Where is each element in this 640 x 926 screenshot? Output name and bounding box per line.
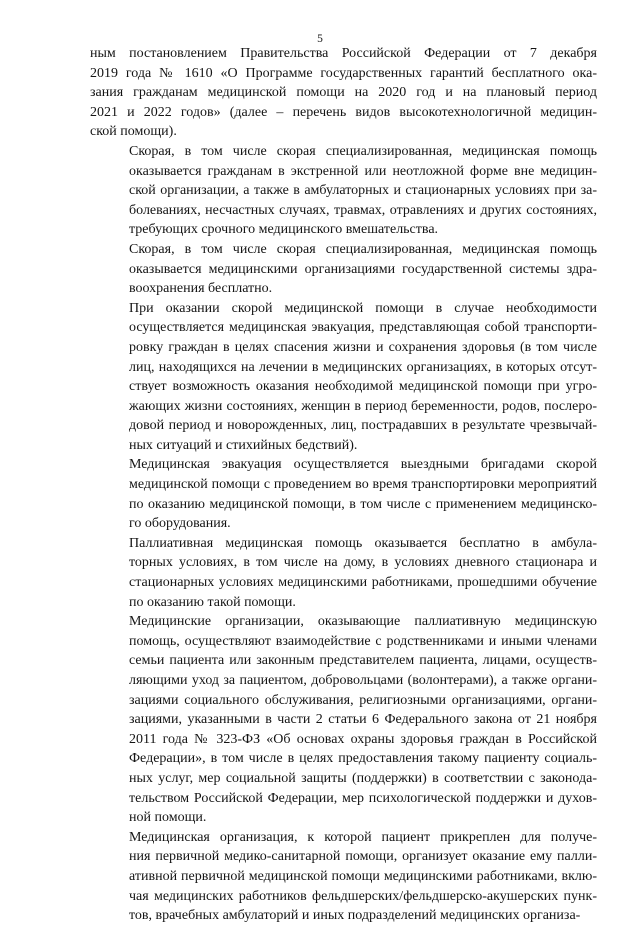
document-body [90, 44, 597, 926]
paragraph [90, 240, 597, 299]
text-line: жающих жизни состояниях, женщин в период беременности, родов, послеро- [129, 398, 597, 414]
paragraph [90, 142, 597, 240]
text-line: ской организации, а также в амбулаторных и стационарных условиях при за- [129, 183, 597, 199]
text-line: Паллиативная медицинская помощь оказывается бесплатно в амбула- [129, 535, 597, 551]
text-line: зациями, указанными в части 2 статьи 6 Федерального закона от 21 ноября [129, 712, 597, 728]
text-line: торных условиях, в том числе на дому, в условиях дневного стационара и [129, 555, 597, 571]
text-line: Скорая, в том числе скорая специализированная, медицинская помощь [129, 241, 597, 257]
text-line: помощь, осуществляют взаимодействие с родственниками и иными членами [129, 633, 597, 649]
text-line: осуществляется медицинская эвакуация, представляющая собой транспорти- [129, 320, 597, 336]
text-line: по оказанию медицинской помощи, в том числе с применением медицинско- [129, 496, 597, 512]
text-line: болеваниях, несчастных случаях, травмах, отравлениях и других состояниях, [129, 202, 597, 218]
text-line: ным постановлением Правительства Российской Федерации от 7 декабря [90, 46, 597, 61]
text-line: ляющими уход за пациентом, добровольцами (волонтерами), а также органи- [129, 673, 597, 688]
text-line: зания гражданам медицинской помощи на 2020 год и на плановый период [90, 85, 597, 101]
text-line: ных услуг, мер социальной защиты (поддержки) в соответствии с законода- [129, 770, 597, 786]
text-line: оказывается гражданам в экстренной или неотложной форме вне медицин- [129, 163, 597, 179]
text-line: ативной первичной медицинской помощи медицинскими работниками, вклю- [129, 868, 597, 884]
text-line: ской помощи). [90, 124, 177, 140]
text-line: по оказанию такой помощи. [129, 594, 296, 610]
text-line: Медицинская организация, к которой пациент прикреплен для получе- [129, 829, 597, 845]
text-line: медицинской помощи с проведением во время транспортировки мероприятий [129, 477, 597, 493]
text-line: При оказании скорой медицинской помощи в случае необходимости [129, 300, 597, 316]
paragraph [90, 299, 597, 456]
paragraph [90, 612, 597, 828]
text-line: чая медицинских работников фельдшерских/фельдшерско-акушерских пунк- [129, 888, 597, 904]
text-line: Федерации», в том числе в целях предоставления такому пациенту социаль- [129, 751, 597, 767]
page-number: 5 [317, 33, 323, 45]
text-line: Скорая, в том числе скорая специализированная, медицинская помощь [129, 143, 597, 159]
text-line: довой период и новорожденных, лиц, пострадавших в результате чрезвычай- [129, 418, 597, 434]
text-line: стационарных условиях медицинскими работниками, прошедшими обучение [129, 575, 597, 591]
text-line: тов, врачебных амбулаторий и иных подразделений медицинских организа- [129, 908, 581, 924]
text-line: 2021 и 2022 годов» (далее – перечень видов высокотехнологичной медицин- [90, 104, 597, 120]
text-line: ной помощи. [129, 810, 207, 826]
text-line: оказывается медицинскими организациями государственной системы здра- [129, 261, 597, 277]
text-line: воохранения бесплатно. [129, 281, 273, 297]
paragraph [90, 455, 597, 533]
text-line: 2019 года № 1610 «О Программе государственных гарантий бесплатного ока- [90, 65, 597, 81]
text-line: 2011 года № 323-ФЗ «Об основах охраны здоровья граждан в Российской [129, 731, 597, 747]
text-line: ния первичной медико-санитарной помощи, организует оказание ему палли- [129, 849, 597, 865]
text-line: тельством Российской Федерации, мер психологической поддержки и духов- [129, 790, 597, 806]
text-line: го оборудования. [129, 516, 231, 532]
text-line: зациями социального обслуживания, религиозными организациями, органи- [129, 692, 597, 708]
paragraph [90, 828, 597, 926]
text-line: лиц, находящихся на лечении в медицинских организациях, в которых отсут- [129, 359, 597, 375]
paragraph [90, 534, 597, 612]
paragraph [90, 44, 597, 142]
text-line: требующих срочного медицинского вмешательства. [129, 222, 439, 238]
text-line: Медицинские организации, оказывающие паллиативную медицинскую [129, 614, 597, 630]
text-line: Медицинская эвакуация осуществляется выездными бригадами скорой [129, 457, 597, 473]
text-line: ровку граждан в целях спасения жизни и сохранения здоровья (в том числе [129, 339, 597, 355]
text-line: ных ситуаций и стихийных бедствий). [129, 437, 358, 453]
text-line: ствует возможность оказания необходимой медицинской помощи при угро- [129, 379, 597, 395]
text-line: семьи пациента или законным представителем пациента, лицами, осуществ- [129, 653, 597, 669]
